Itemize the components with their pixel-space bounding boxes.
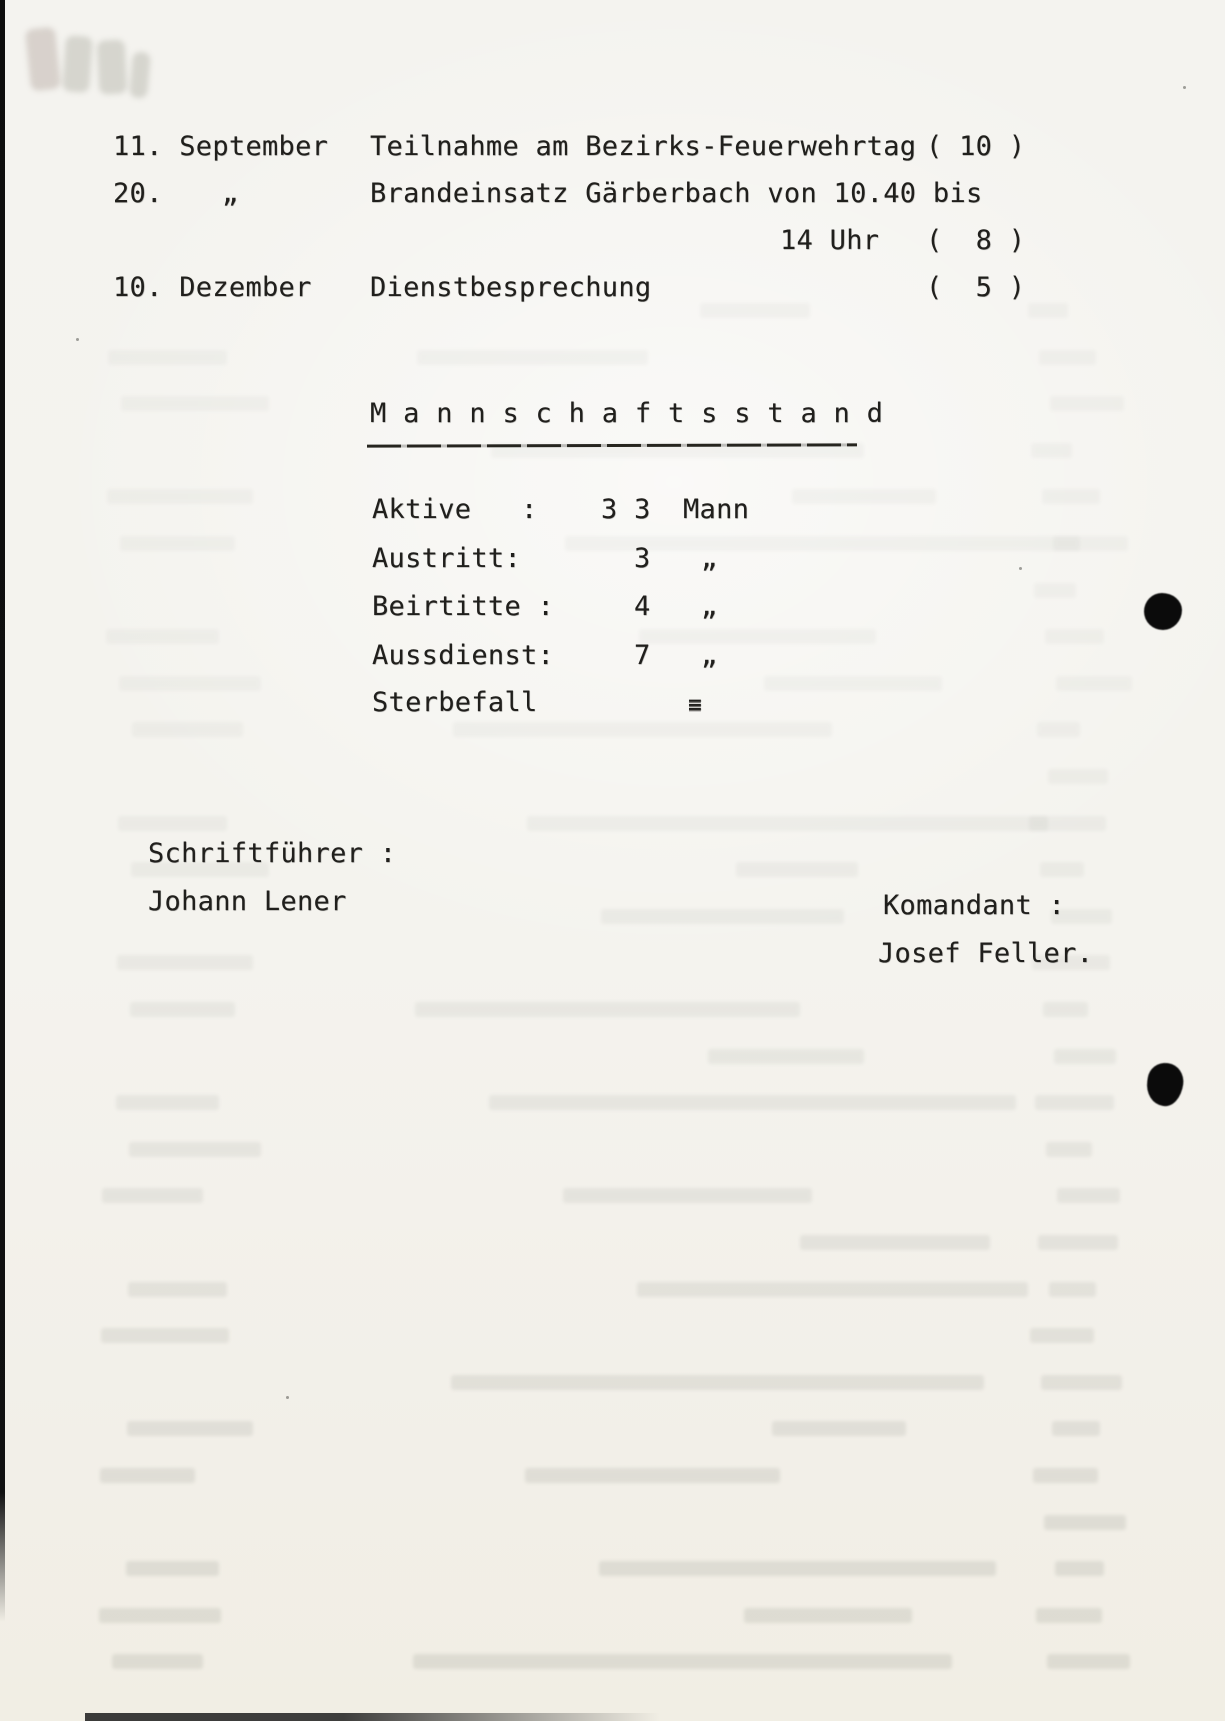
paper-speck (1019, 567, 1022, 570)
scan-edge-bottom (85, 1713, 660, 1721)
roster-value: 3 (634, 543, 651, 574)
bleedthrough-row-mark (1046, 1142, 1092, 1157)
entry-date: 11. September (113, 131, 329, 162)
bleedthrough-row-mark (1036, 1608, 1102, 1623)
bleedthrough-row-mark (453, 722, 832, 737)
bleedthrough-row-mark (451, 1375, 984, 1390)
roster-value: 3 3 (601, 494, 651, 525)
bleedthrough-row-mark (1049, 1282, 1096, 1297)
bleedthrough-row-mark (637, 1282, 1028, 1297)
bleedthrough-row-mark (599, 1561, 996, 1576)
bleedthrough-row-mark (772, 1421, 906, 1436)
bleedthrough-digit (97, 39, 128, 94)
ink-blob (1144, 593, 1182, 630)
entry-count: ( 5 ) (926, 272, 1026, 303)
bleedthrough-row-mark (1047, 1654, 1130, 1669)
bleedthrough-row-mark (1055, 1561, 1104, 1576)
bleedthrough-row-mark (1045, 629, 1104, 644)
bleedthrough-row-mark (563, 1188, 812, 1203)
bleedthrough-row-mark (1044, 1515, 1126, 1530)
bleedthrough-row-mark (639, 629, 876, 644)
entry-text-continuation: 14 Uhr (780, 225, 880, 256)
bleedthrough-row-mark (1056, 676, 1132, 691)
bleedthrough-row-mark (127, 1421, 253, 1436)
bleedthrough-row-mark (1048, 769, 1108, 784)
bleedthrough-row-mark (800, 1235, 990, 1250)
bleedthrough-row-mark (1031, 443, 1072, 458)
roster-label: Beirtitte : (372, 591, 555, 622)
ditto-mark: „ (701, 543, 718, 574)
bleedthrough-row-mark (108, 350, 227, 365)
roster-label: Austritt: (372, 543, 521, 574)
ditto-mark: „ (222, 178, 239, 209)
bleedthrough-row-mark (1033, 1468, 1098, 1483)
entry-text: Teilnahme am Bezirks-Feuerwehrtag (370, 131, 917, 162)
bleedthrough-row-mark (1038, 1235, 1118, 1250)
roster-value: 4 (634, 591, 651, 622)
paper-speck (286, 1396, 289, 1399)
bleedthrough-row-mark (525, 1468, 780, 1483)
bleedthrough-row-mark (120, 536, 235, 551)
bleedthrough-row-mark (744, 1608, 912, 1623)
bleedthrough-row-mark (116, 1095, 219, 1110)
bleedthrough-row-mark (708, 1049, 864, 1064)
bleedthrough-row-mark (1042, 489, 1100, 504)
entry-text: Dienstbesprechung (370, 272, 652, 303)
entry-text: Brandeinsatz Gärberbach von 10.40 bis (370, 178, 983, 209)
bleedthrough-row-mark (764, 676, 942, 691)
bleedthrough-row-mark (132, 722, 243, 737)
roster-label: Aussdienst: (372, 640, 555, 671)
bleedthrough-row-mark (489, 1095, 1016, 1110)
bleedthrough-row-mark (1050, 396, 1124, 411)
bleedthrough-row-mark (1035, 1095, 1114, 1110)
bleedthrough-row-mark (792, 489, 936, 504)
bleedthrough-row-mark (1041, 1375, 1122, 1390)
bleedthrough-row-mark (1043, 1002, 1088, 1017)
bleedthrough-row-mark (129, 1142, 261, 1157)
bleedthrough-row-mark (1034, 583, 1076, 598)
bleedthrough-row-mark (1054, 1049, 1116, 1064)
bleedthrough-row-mark (1040, 862, 1084, 877)
bleedthrough-row-mark (121, 396, 269, 411)
paper-speck (76, 338, 79, 341)
bleedthrough-row-mark (601, 909, 844, 924)
bleedthrough-row-mark (700, 303, 810, 318)
bleedthrough-row-mark (527, 816, 1048, 831)
bleedthrough-row-mark (1030, 1328, 1094, 1343)
bleedthrough-row-mark (126, 1561, 219, 1576)
ditto-mark: „ (701, 591, 718, 622)
bleedthrough-row-mark (102, 1188, 203, 1203)
entry-count: ( 8 ) (926, 225, 1026, 256)
bleedthrough-digit (129, 51, 151, 98)
bleedthrough-row-mark (112, 1654, 203, 1669)
signature-role-right: Komandant : (883, 890, 1066, 921)
bleedthrough-row-mark (119, 676, 261, 691)
roster-unit: Mann (683, 494, 750, 525)
bleedthrough-row-mark (1037, 722, 1080, 737)
bleedthrough-row-mark (736, 862, 858, 877)
bleedthrough-row-mark (101, 1328, 229, 1343)
section-heading: M a n n s c h a f t s s t a n d (370, 398, 884, 429)
ditto-mark: „ (701, 640, 718, 671)
bleedthrough-row-mark (1039, 350, 1096, 365)
roster-value: 7 (634, 640, 651, 671)
bleedthrough-row-mark (1052, 1421, 1100, 1436)
entry-date: 10. Dezember (113, 272, 312, 303)
bleedthrough-row-mark (417, 350, 648, 365)
bleedthrough-row-mark (99, 1608, 221, 1623)
bleedthrough-row-mark (1029, 816, 1106, 831)
bleedthrough-digit (25, 27, 61, 92)
bleedthrough-row-mark (118, 816, 227, 831)
bleedthrough-row-mark (1057, 1188, 1120, 1203)
ink-blob (1144, 1061, 1186, 1109)
roster-label: Sterbefall (372, 687, 538, 718)
bleedthrough-row-mark (413, 1654, 952, 1669)
bleedthrough-row-mark (128, 1282, 227, 1297)
heading-underline (367, 443, 857, 447)
bleedthrough-row-mark (106, 629, 219, 644)
bleedthrough-row-mark (130, 1002, 235, 1017)
bleedthrough-digit (62, 35, 93, 93)
bleedthrough-row-mark (100, 1468, 195, 1483)
entry-date: 20. (113, 178, 163, 209)
signature-role-left: Schriftführer : (148, 838, 397, 869)
roster-label: Aktive : (372, 494, 538, 525)
paper-speck (1183, 86, 1186, 89)
overstrike-mark: ≡ (688, 692, 702, 718)
bleedthrough-row-mark (1028, 303, 1068, 318)
bleedthrough-row-mark (107, 489, 253, 504)
bleedthrough-row-mark (415, 1002, 800, 1017)
bleedthrough-row-mark (117, 955, 253, 970)
bleedthrough-row-mark (1053, 536, 1128, 551)
signature-name-left: Johann Lener (148, 886, 347, 917)
scan-edge-left (0, 0, 5, 1622)
entry-count: ( 10 ) (926, 131, 1026, 162)
signature-name-right: Josef Feller. (878, 938, 1094, 969)
